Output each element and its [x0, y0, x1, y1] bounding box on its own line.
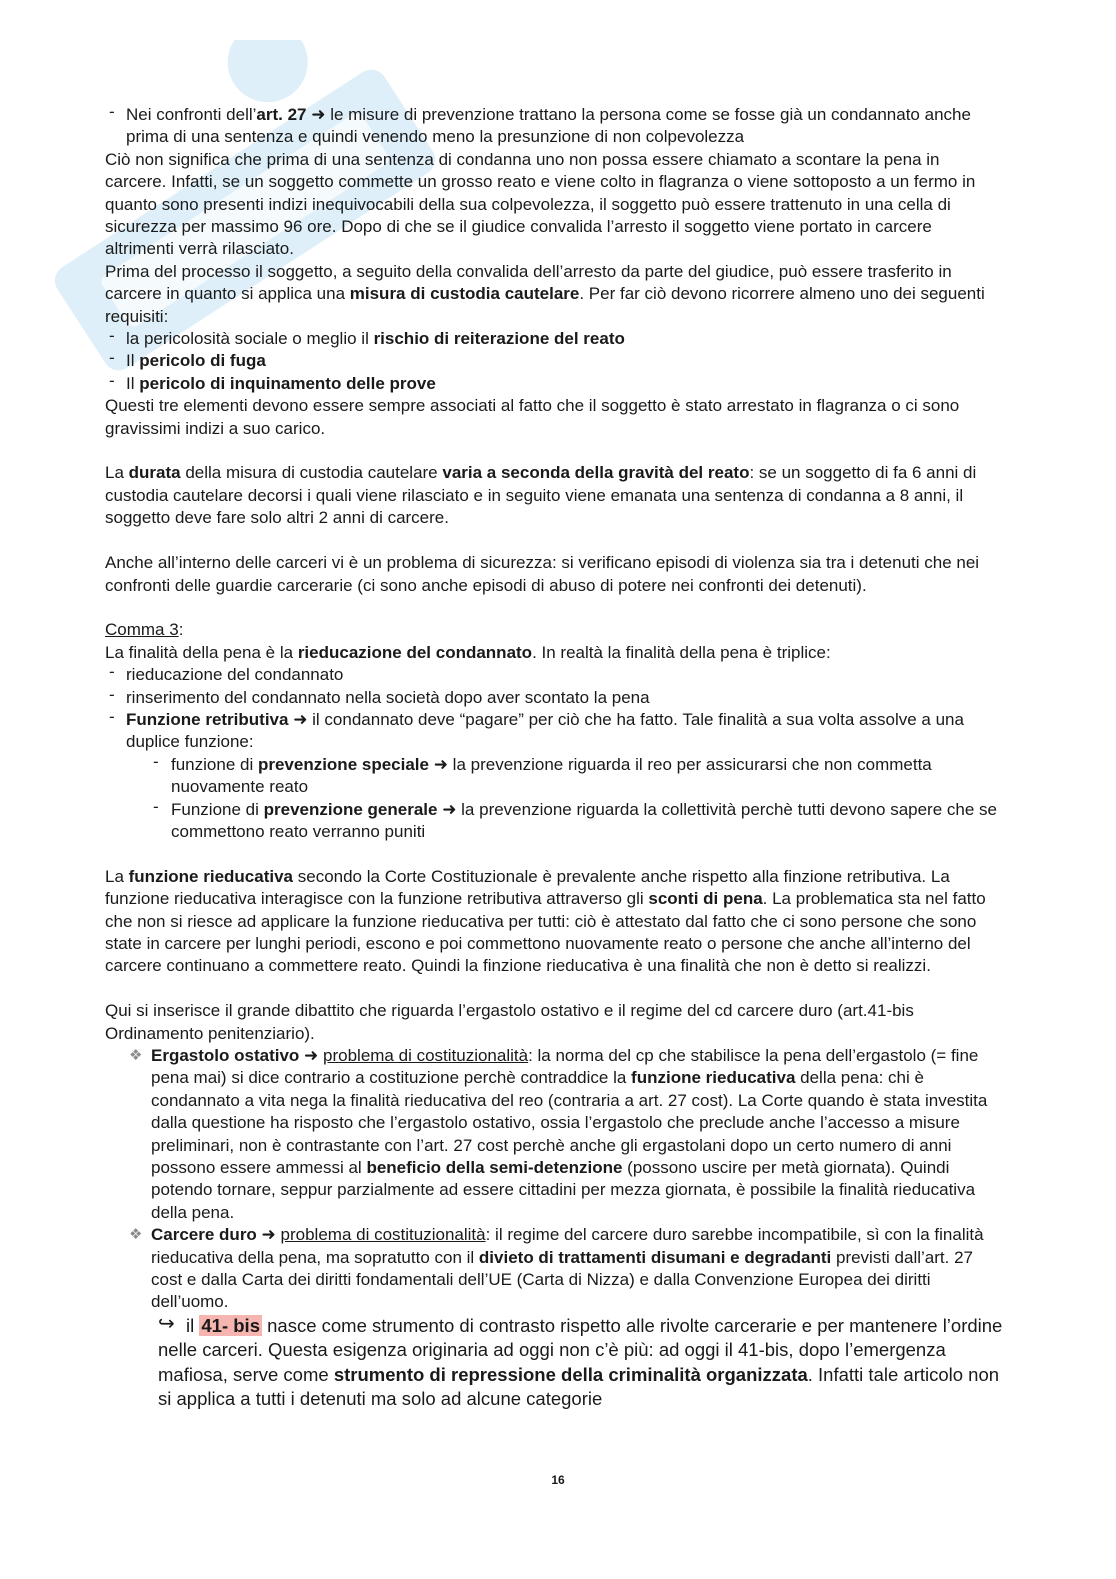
- list-item-finalita-1: - rieducazione del condannato: [109, 662, 344, 685]
- list-item-art27: - Nei confronti dell’art. 27 ➜ le misure di prevenzione trattano la persona come se fosse già un condannato anche prima di una sentenza e quindi venendo meno la presunzione di non colpevolezza: [109, 102, 971, 147]
- paragraph-condanna: Ciò non significa che prima di una sentenza di condanna uno non possa essere chiamato a scontare la pena in carcere. Infatti, se un soggetto commette un grosso reato e viene colto in flagranza o viene sottoposto a un fermo in quanto sono presenti indizi inequivocabili della sua colpevolezza, il soggetto può essere trattenuto in una cella di sicurezza per massimo 96 ore. Dopo di che se il giudice convalida l’arresto il soggetto viene portato in carcere altrimenti verrà rilasciato.: [105, 149, 976, 259]
- list-item-finalita-2: - rinserimento del condannato nella società dopo aver scontato la pena: [109, 684, 650, 707]
- highlight-41-bis: 41- bis: [201, 1314, 260, 1336]
- list-item-requirement-3: - Il pericolo di inquinamento delle prove: [109, 370, 436, 393]
- sublist-item-prevenzione-generale: - Funzione di prevenzione generale ➜ la prevenzione riguarda la collettività perchè tutti devono sapere che se commettono reato verranno puniti: [153, 796, 997, 841]
- list-item-finalita-3: - Funzione retributiva ➜ il condannato deve “pagare” per ciò che ha fatto. Tale finalità a sua volta assolve a una duplice funzione:: [109, 706, 964, 752]
- paragraph-dibattito: Qui si inserisce il grande dibattito che riguarda l’ergastolo ostativo e il regime del cd carcere duro (art.41-bis Ordinamento penitenziario).: [105, 1001, 914, 1043]
- document-body: [105, 104, 1005, 1412]
- section-heading-comma-3: Comma 3:: [105, 620, 184, 640]
- paragraph-finalita: La finalità della pena è la rieducazione del condannato. In realtà la finalità della pena è triplice:: [105, 642, 831, 662]
- diamond-bullet-icon: ❖: [129, 1226, 143, 1244]
- paragraph-elementi: Questi tre elementi devono essere sempre associati al fatto che il soggetto è stato arrestato in flagranza o ci sono gravissimi indizi a suo carico.: [105, 396, 960, 438]
- paragraph-custodia: Prima del processo il soggetto, a seguito della convalida dell’arresto da parte del giudice, può essere trasferito in carcere in quanto si applica una misura di custodia cautelare. Per far ciò devono ricorrere almeno uno dei seguenti requisiti:: [105, 261, 985, 326]
- list-item-requirement-2: - Il pericolo di fuga: [109, 348, 266, 371]
- list-item-requirement-1: - la pericolosità sociale o meglio il rischio di reiterazione del reato: [109, 326, 625, 349]
- list-item-ergastolo-ostativo: ❖ Ergastolo ostativo ➜ problema di costituzionalità: la norma del cp che stabilisce la pena dell’ergastolo (= fine pena mai) si dice contrario a costituzione perchè contraddice la funzione rieducativa della pena: chi è condannato a vita nega la finalità rieducativa del reo (contraria a art. 27 cost). La Corte quando è stata investita dalla questione ha risposto che l’ergastolo ostativo, ossia l’ergastolo che preclude anche l’accesso a misure preliminari, non è contrastante con l’art. 27 cost perchè anche gli ergastolani dopo un certo numero di anni possono essere ammessi al beneficio della semi-detenzione (possono uscire per metà giornata). Quindi potendo tornare, seppur parzialmente ad essere cittadini per mezza giornata, è possibile la finalità rieducativa della pena.: [129, 1045, 988, 1222]
- paragraph-sicurezza: Anche all’interno delle carceri vi è un problema di sicurezza: si verificano episodi di violenza sia tra i detenuti che nei confronti delle guardie carcerarie (ci sono anche episodi di abuso di potere nei confronti dei detenuti).: [105, 553, 980, 595]
- sublist-item-prevenzione-speciale: - funzione di prevenzione speciale ➜ la prevenzione riguarda il reo per assicurarsi che non commetta nuovamente reato: [153, 751, 932, 797]
- paragraph-funzione-rieducativa: La funzione rieducativa secondo la Corte Costituzionale è prevalente anche rispetto alla finzione retributiva. La funzione rieducativa interagisce con la funzione retributiva attraverso gli sconti di pena. La problematica sta nel fatto che non si riesce ad applicare la funzione rieducativa per tutti: ciò è attestato dal fatto che ci sono persone che sono state in carcere per lunghi periodi, escono e poi commettono nuovamente reato o persone che anche all’interno del carcere continuano a commettere reato. Quindi la finzione rieducativa è una finalità che non è detto si realizzi.: [105, 866, 986, 976]
- paragraph-41-bis: ↪ il 41- bis nasce come strumento di contrasto rispetto alle rivolte carcerarie e per mantenere l’ordine nelle carceri. Questa esigenza originaria ad oggi non c’è più: ad oggi il 41-bis, dopo l’emergenza mafiosa, serve come strumento di repressione della criminalità organizzata. Infatti tale articolo non si applica a tutti i detenuti ma solo ad alcune categorie: [158, 1312, 1003, 1410]
- paragraph-durata: La durata della misura di custodia cautelare varia a seconda della gravità del reato: se un soggetto di fa 6 anni di custodia cautelare decorsi i quali viene rilasciato e in seguito viene emanata una sentenza di condanna a 8 anni, il soggetto deve fare solo altri 2 anni di carcere.: [105, 463, 977, 528]
- list-item-carcere-duro: ❖ Carcere duro ➜ problema di costituzionalità: il regime del carcere duro sarebbe incompatibile, sì con la finalità rieducativa della pena, ma sopratutto con il divieto di trattamenti disumani e degradanti previsti dall’art. 27 cost e dalla Carta dei diritti fondamentali dell’UE (Carta di Nizza) e dalla Convenzione Europea dei diritti dell’uomo.: [129, 1225, 984, 1312]
- return-arrow-icon: ↪: [158, 1312, 175, 1335]
- page-number: 16: [551, 1473, 565, 1487]
- diamond-bullet-icon: ❖: [129, 1046, 143, 1064]
